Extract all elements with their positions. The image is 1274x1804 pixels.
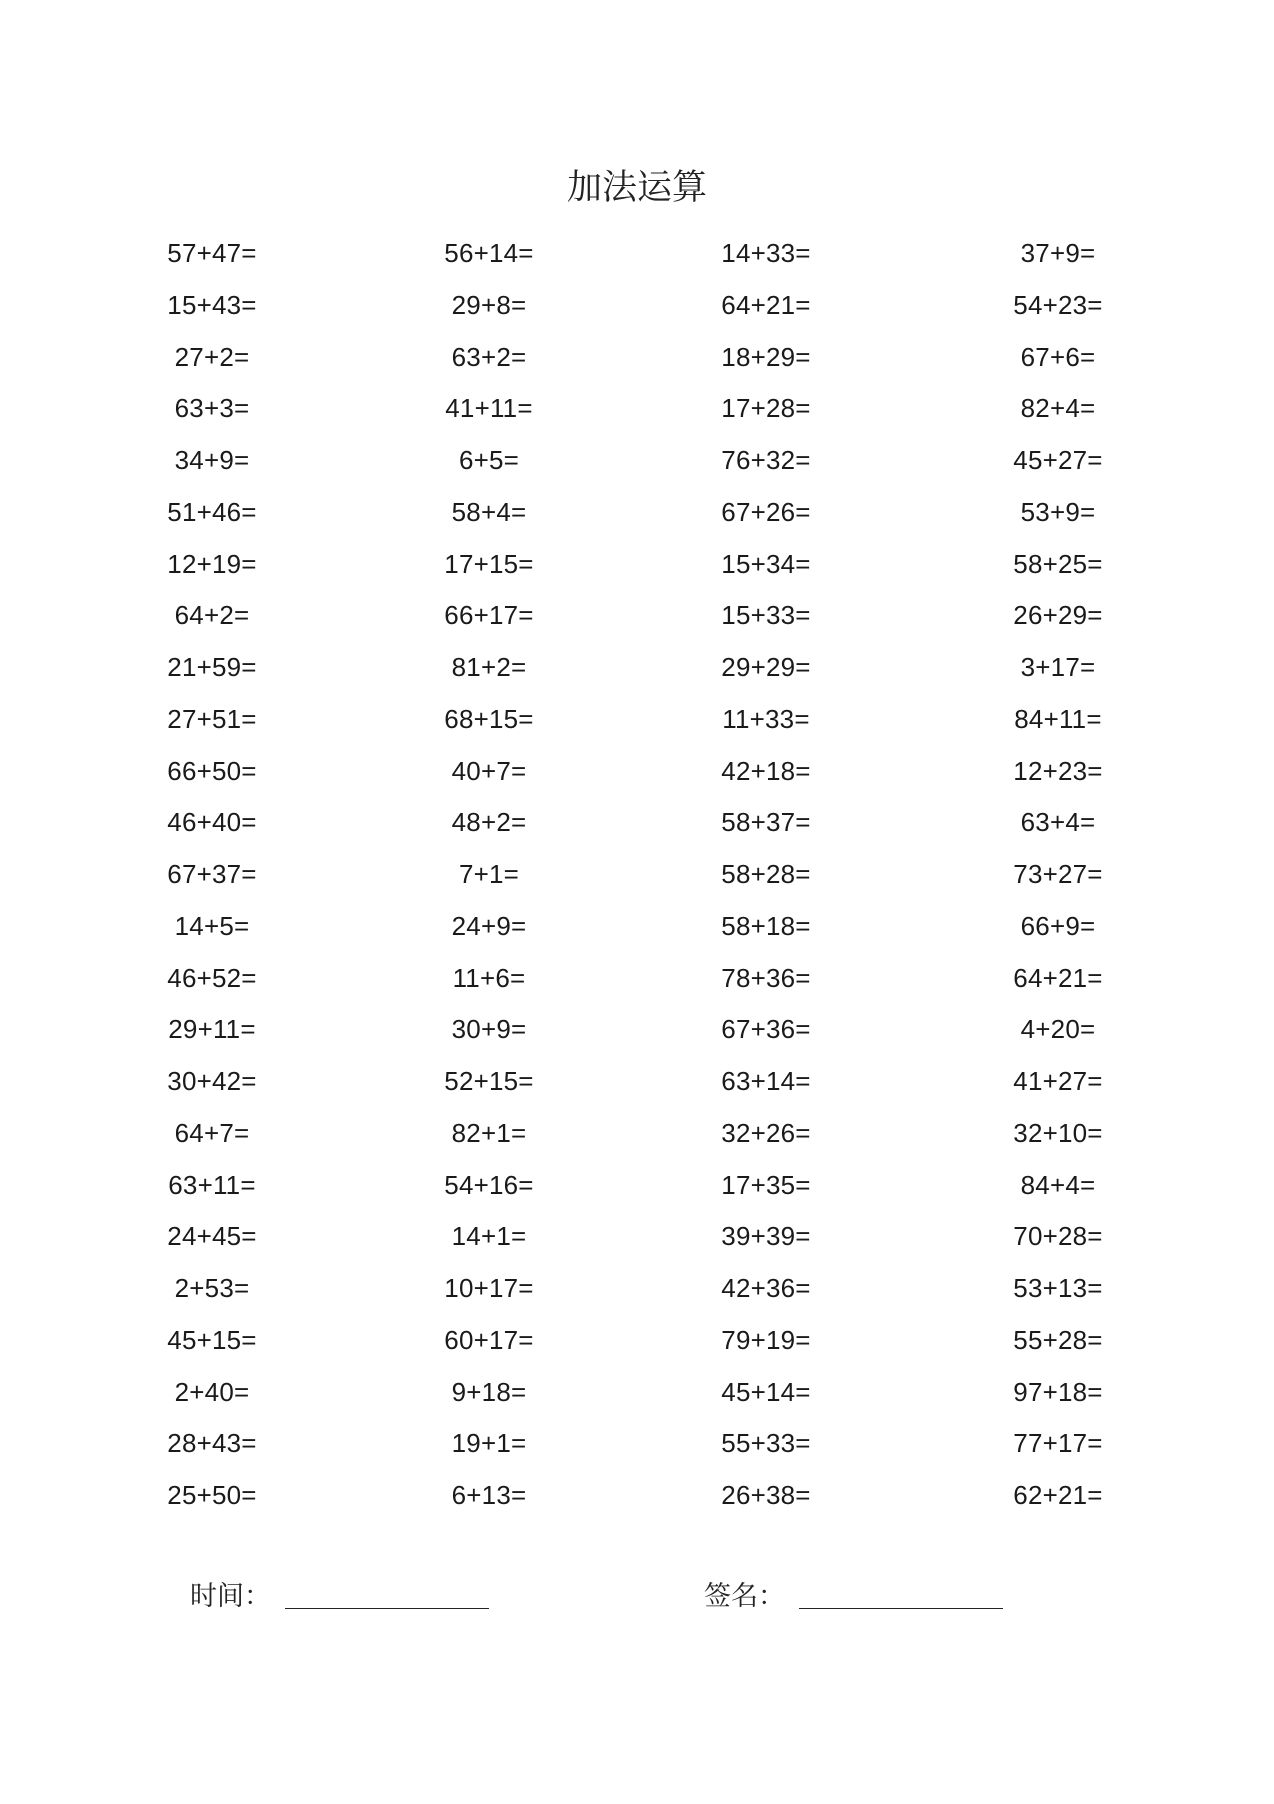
addition-problem: 70+28= xyxy=(1013,1221,1103,1252)
addition-problem: 53+9= xyxy=(1020,496,1096,527)
addition-problem: 58+25= xyxy=(1013,548,1103,579)
problem-row xyxy=(0,1367,1274,1419)
addition-problem: 12+19= xyxy=(167,548,257,579)
problem-row xyxy=(0,1470,1274,1522)
problem-row xyxy=(0,901,1274,953)
addition-problem: 14+1= xyxy=(451,1221,527,1252)
addition-problem: 29+8= xyxy=(451,289,527,320)
addition-problem: 66+50= xyxy=(167,755,257,786)
addition-problem: 67+26= xyxy=(721,496,811,527)
addition-problem: 67+6= xyxy=(1020,341,1096,372)
signature-field xyxy=(704,1563,1003,1623)
addition-problem: 58+18= xyxy=(721,910,811,941)
addition-problem: 53+13= xyxy=(1013,1273,1103,1303)
addition-problem: 21+59= xyxy=(167,652,257,682)
addition-problem: 27+2= xyxy=(174,341,250,372)
problem-row xyxy=(0,1418,1274,1470)
addition-problem: 64+7= xyxy=(174,1117,250,1148)
addition-problem: 24+9= xyxy=(451,910,527,941)
addition-problem: 63+11= xyxy=(168,1169,256,1200)
addition-problem: 25+50= xyxy=(167,1480,257,1510)
addition-problem: 97+18= xyxy=(1013,1376,1103,1407)
addition-problem: 37+9= xyxy=(1020,238,1096,268)
problem-row xyxy=(0,1004,1274,1056)
addition-problem: 39+39= xyxy=(721,1221,811,1252)
problem-row xyxy=(0,590,1274,642)
time-blank-line xyxy=(285,1582,489,1609)
addition-problem: 28+43= xyxy=(167,1428,257,1459)
problem-row xyxy=(0,1160,1274,1212)
addition-problem: 18+29= xyxy=(721,341,811,372)
addition-problem: 68+15= xyxy=(444,703,534,734)
addition-problem: 45+27= xyxy=(1013,445,1103,475)
addition-problem: 42+18= xyxy=(721,755,811,786)
addition-problem: 64+21= xyxy=(1013,962,1103,993)
problem-row xyxy=(0,642,1274,694)
addition-problem: 27+51= xyxy=(167,703,257,734)
addition-problem: 24+45= xyxy=(167,1221,257,1252)
addition-problem: 40+7= xyxy=(451,755,527,786)
addition-problem: 48+2= xyxy=(451,807,527,838)
addition-problem: 15+33= xyxy=(721,600,811,631)
addition-problem: 19+1= xyxy=(451,1428,527,1459)
problem-grid xyxy=(0,228,1274,1522)
addition-problem: 55+28= xyxy=(1013,1324,1103,1355)
addition-problem: 54+16= xyxy=(444,1169,534,1200)
problem-row xyxy=(0,1315,1274,1367)
addition-problem: 82+4= xyxy=(1020,393,1096,424)
addition-problem: 60+17= xyxy=(444,1324,534,1355)
addition-problem: 56+14= xyxy=(444,238,534,268)
problem-row xyxy=(0,953,1274,1005)
addition-problem: 46+40= xyxy=(167,807,257,838)
addition-problem: 15+34= xyxy=(721,548,811,579)
addition-problem: 54+23= xyxy=(1013,289,1103,320)
addition-problem: 6+5= xyxy=(458,445,520,475)
addition-problem: 41+11= xyxy=(445,393,533,424)
addition-problem: 32+26= xyxy=(721,1117,811,1148)
problem-row xyxy=(0,1108,1274,1160)
problem-row xyxy=(0,383,1274,435)
addition-problem: 45+14= xyxy=(721,1376,811,1407)
addition-problem: 62+21= xyxy=(1013,1480,1103,1510)
addition-problem: 34+9= xyxy=(174,445,250,475)
problem-row xyxy=(0,332,1274,384)
addition-problem: 84+4= xyxy=(1020,1169,1096,1200)
addition-problem: 84+11= xyxy=(1014,703,1102,734)
problem-row xyxy=(0,746,1274,798)
addition-problem: 30+9= xyxy=(451,1014,527,1045)
addition-problem: 29+29= xyxy=(721,652,811,682)
problem-row xyxy=(0,435,1274,487)
problem-row xyxy=(0,539,1274,591)
addition-problem: 58+4= xyxy=(451,496,527,527)
addition-problem: 7+1= xyxy=(458,859,520,889)
addition-problem: 26+38= xyxy=(721,1480,811,1510)
addition-problem: 66+9= xyxy=(1020,910,1096,941)
addition-problem: 6+13= xyxy=(451,1480,527,1510)
addition-problem: 3+17= xyxy=(1020,652,1096,682)
addition-problem: 2+40= xyxy=(174,1376,250,1407)
addition-problem: 58+28= xyxy=(721,859,811,889)
addition-problem: 29+11= xyxy=(168,1014,256,1045)
addition-problem: 4+20= xyxy=(1020,1014,1096,1045)
addition-problem: 57+47= xyxy=(167,238,257,268)
problem-row xyxy=(0,487,1274,539)
problem-row xyxy=(0,1056,1274,1108)
problem-row xyxy=(0,694,1274,746)
addition-problem: 55+33= xyxy=(721,1428,811,1459)
addition-problem: 41+27= xyxy=(1013,1066,1103,1096)
addition-problem: 14+33= xyxy=(721,238,811,268)
addition-problem: 81+2= xyxy=(451,652,527,682)
addition-problem: 11+6= xyxy=(452,962,526,993)
addition-problem: 9+18= xyxy=(451,1376,527,1407)
addition-problem: 2+53= xyxy=(174,1273,250,1303)
addition-problem: 64+21= xyxy=(721,289,811,320)
addition-problem: 45+15= xyxy=(167,1324,257,1355)
addition-problem: 79+19= xyxy=(721,1324,811,1355)
addition-problem: 82+1= xyxy=(451,1117,527,1148)
addition-problem: 51+46= xyxy=(167,496,257,527)
addition-problem: 78+36= xyxy=(721,962,811,993)
addition-problem: 12+23= xyxy=(1013,755,1103,786)
addition-problem: 30+42= xyxy=(167,1066,257,1096)
addition-problem: 52+15= xyxy=(444,1066,534,1096)
problem-row xyxy=(0,849,1274,901)
addition-problem: 14+5= xyxy=(174,910,250,941)
time-field xyxy=(190,1563,489,1623)
addition-problem: 67+37= xyxy=(167,859,257,889)
addition-problem: 17+35= xyxy=(721,1169,811,1200)
problem-row xyxy=(0,797,1274,849)
addition-problem: 66+17= xyxy=(444,600,534,631)
footer xyxy=(0,1563,1274,1623)
addition-problem: 73+27= xyxy=(1013,859,1103,889)
addition-problem: 42+36= xyxy=(721,1273,811,1303)
addition-problem: 32+10= xyxy=(1013,1117,1103,1148)
addition-problem: 46+52= xyxy=(167,962,257,993)
addition-problem: 17+28= xyxy=(721,393,811,424)
addition-problem: 67+36= xyxy=(721,1014,811,1045)
addition-problem: 63+14= xyxy=(721,1066,811,1096)
addition-problem: 64+2= xyxy=(174,600,250,631)
signature-label: 签名： xyxy=(704,1580,785,1612)
time-label: 时间： xyxy=(190,1580,271,1612)
page-title: 加法运算 xyxy=(566,168,707,208)
addition-problem: 15+43= xyxy=(167,289,257,320)
addition-problem: 63+3= xyxy=(174,393,250,424)
addition-problem: 77+17= xyxy=(1013,1428,1103,1459)
problem-row xyxy=(0,1263,1274,1315)
addition-problem: 17+15= xyxy=(444,548,534,579)
problem-row xyxy=(0,280,1274,332)
addition-problem: 11+33= xyxy=(722,703,810,734)
addition-problem: 58+37= xyxy=(721,807,811,838)
addition-problem: 10+17= xyxy=(444,1273,534,1303)
problem-row xyxy=(0,1211,1274,1263)
addition-problem: 76+32= xyxy=(721,445,811,475)
problem-row xyxy=(0,228,1274,280)
addition-problem: 26+29= xyxy=(1013,600,1103,631)
signature-blank-line xyxy=(799,1582,1003,1609)
addition-problem: 63+2= xyxy=(451,341,527,372)
addition-problem: 63+4= xyxy=(1020,807,1096,838)
